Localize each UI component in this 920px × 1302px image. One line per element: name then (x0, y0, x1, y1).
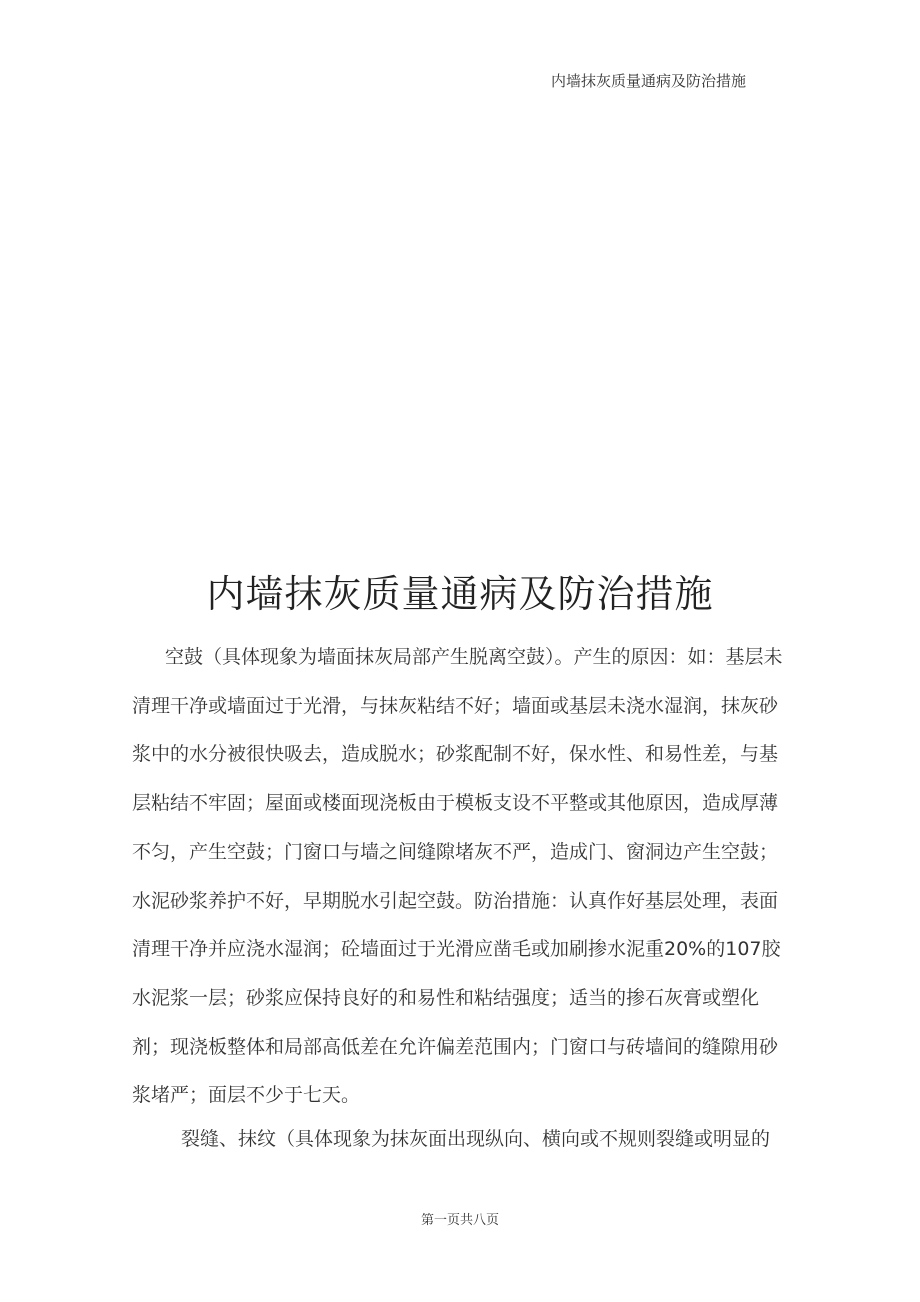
running-header-title: 内墙抹灰质量通病及防治措施 (551, 72, 747, 90)
paragraph-cracks: 裂缝、抹纹（具体现象为抹灰面出现纵向、横向或不规则裂缝或明显的 (181, 1128, 771, 1150)
document-title: 内墙抹灰质量通病及防治措施 (206, 572, 714, 616)
paragraph-hollowing: 空鼓（具体现象为墙面抹灰局部产生脱离空鼓）。产生的原因：如：基层未清理干净或墙面过于光滑，与抹灰粘结不好；墙面或基层未浇水湿润，抹灰砂浆中的水分被很快吸去，造成脱水；砂浆配制不好，保水性、和易性差，与基层粘结不牢固；屋面或楼面现浇板由于模板支设不平整或其他原因，造成厚薄不匀，产生空鼓；门窗口与墙之间缝隙堵灰不严，造成门、窗洞边产生空鼓；水泥砂浆养护不好，早期脱水引起空鼓。防治措施：认真作好基层处理，表面清理干净并应浇水湿润；砼墙面过于光滑应凿毛或加刷掺水泥重20%的107胶水泥浆一层；砂浆应保持良好的和易性和粘结强度；适当的掺石灰膏或塑化剂；现浇板整体和局部高低差在允许偏差范围内；门窗口与砖墙间的缝隙用砂浆堵严；面层不少于七天。 (132, 646, 783, 1107)
page-footer: 第一页共八页 (420, 1213, 499, 1228)
